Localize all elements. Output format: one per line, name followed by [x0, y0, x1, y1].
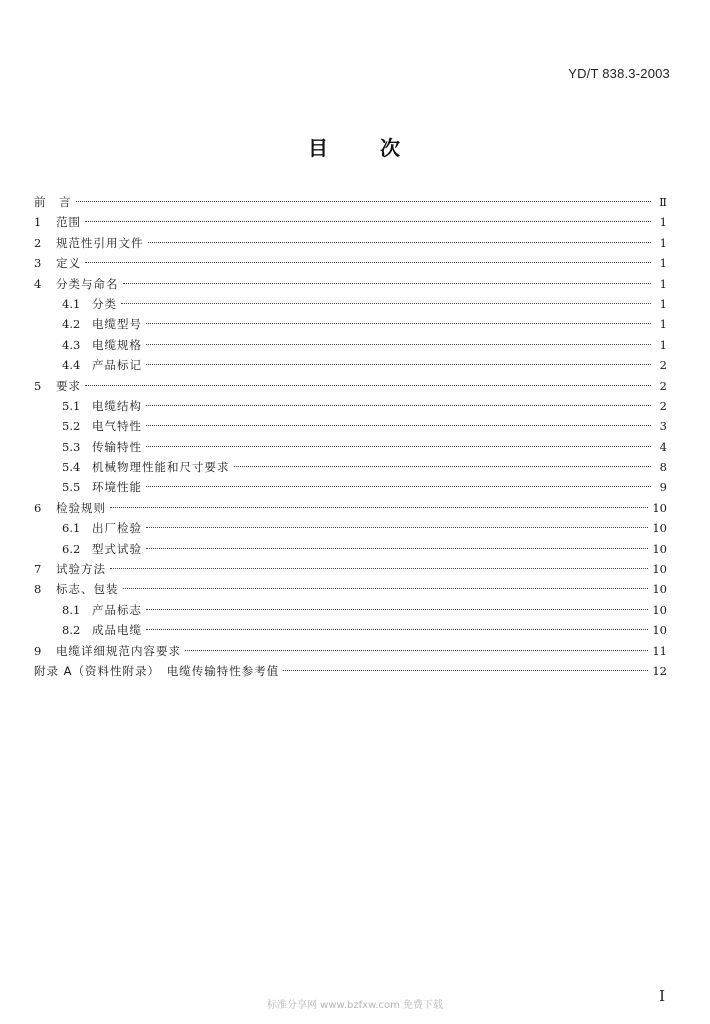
toc-entry-page: 10 — [652, 541, 667, 556]
toc-entry[interactable] — [34, 477, 667, 497]
toc-entry-number: 1 — [34, 215, 42, 230]
toc-entry[interactable] — [34, 294, 667, 314]
toc-dot-leader — [146, 425, 651, 426]
toc-entry-title: 电缆型号 — [92, 317, 142, 332]
toc-dot-leader — [185, 650, 648, 651]
standard-number: YD/T 838.3-2003 — [568, 66, 670, 81]
toc-entry-number: 7 — [34, 562, 42, 577]
toc-entry-title: 机械物理性能和尺寸要求 — [92, 460, 230, 475]
toc-entry-title: 环境性能 — [92, 480, 142, 495]
toc-entry-page: 2 — [659, 398, 667, 413]
toc-entry[interactable] — [34, 376, 667, 396]
toc-entry-page: 1 — [659, 235, 667, 250]
toc-entry-number: 5.3 — [62, 439, 81, 454]
toc-entry-number: 2 — [34, 235, 42, 250]
toc-entry-number: 5.1 — [62, 398, 81, 413]
watermark: 标准分享网 www.bzfxw.com 免费下载 — [267, 1000, 443, 1011]
toc-entry-number: 8 — [34, 582, 42, 597]
toc-entry-title: 附录 A（资料性附录） 电缆传输特性参考值 — [34, 663, 280, 678]
toc-entry-number: 5.4 — [62, 460, 81, 475]
toc-dot-leader — [146, 629, 648, 630]
toc-entry-page: 1 — [659, 215, 667, 230]
toc-entry-title: 分类 — [92, 296, 117, 311]
toc-entry[interactable] — [34, 620, 667, 640]
toc-entry-title: 标志、包装 — [56, 582, 119, 597]
toc-entry[interactable] — [34, 335, 667, 355]
toc-entry[interactable] — [34, 498, 667, 518]
toc-entry[interactable] — [34, 314, 667, 334]
table-of-contents — [34, 192, 667, 681]
toc-entry-page: 4 — [659, 439, 667, 454]
toc-dot-leader — [85, 385, 651, 386]
toc-entry[interactable] — [34, 437, 667, 457]
toc-entry-number: 9 — [34, 643, 42, 658]
toc-entry-page: 1 — [659, 276, 667, 291]
toc-entry[interactable] — [34, 539, 667, 559]
page-title — [0, 132, 710, 161]
toc-dot-leader — [85, 221, 651, 222]
toc-entry[interactable] — [34, 212, 667, 232]
toc-entry-title: 范围 — [56, 215, 81, 230]
toc-entry-page: 10 — [652, 623, 667, 638]
toc-entry[interactable] — [34, 396, 667, 416]
toc-dot-leader — [146, 609, 648, 610]
toc-entry-page: 8 — [659, 460, 667, 475]
toc-entry-number: 4.2 — [62, 317, 81, 332]
toc-entry-title: 规范性引用文件 — [56, 235, 144, 250]
toc-entry-title: 型式试验 — [92, 541, 142, 556]
toc-entry-title: 成品电缆 — [92, 623, 142, 638]
toc-entry-number: 6.1 — [62, 521, 81, 536]
toc-entry-page: 1 — [659, 337, 667, 352]
toc-dot-leader — [283, 670, 648, 671]
toc-dot-leader — [146, 486, 651, 487]
toc-entry[interactable] — [34, 274, 667, 294]
toc-entry-number: 4.3 — [62, 337, 81, 352]
toc-entry[interactable] — [34, 641, 667, 661]
toc-entry-title: 电缆规格 — [92, 337, 142, 352]
toc-entry-title: 出厂检验 — [92, 521, 142, 536]
toc-dot-leader — [123, 588, 649, 589]
toc-entry[interactable] — [34, 416, 667, 436]
toc-entry-page: 10 — [652, 521, 667, 536]
toc-entry-title: 产品标记 — [92, 358, 142, 373]
toc-entry-title: 产品标志 — [92, 602, 142, 617]
toc-dot-leader — [121, 303, 651, 304]
toc-entry-title: 电气特性 — [92, 419, 142, 434]
toc-entry[interactable] — [34, 600, 667, 620]
toc-dot-leader — [146, 405, 651, 406]
toc-entry-page: 2 — [659, 378, 667, 393]
toc-entry-title: 试验方法 — [56, 562, 106, 577]
toc-entry-page: 10 — [652, 602, 667, 617]
toc-entry-title: 传输特性 — [92, 439, 142, 454]
toc-entry-page: 2 — [659, 358, 667, 373]
toc-entry-page: 1 — [659, 256, 667, 271]
toc-entry[interactable] — [34, 579, 667, 599]
toc-entry-page: 1 — [659, 317, 667, 332]
toc-entry-page: 12 — [652, 663, 667, 678]
toc-entry[interactable] — [34, 457, 667, 477]
toc-entry-number: 5.5 — [62, 480, 81, 495]
toc-entry-title: 分类与命名 — [56, 276, 119, 291]
page-title-right: 次 — [380, 136, 402, 160]
toc-dot-leader — [146, 527, 648, 528]
toc-entry[interactable] — [34, 661, 667, 681]
toc-entry-page: Ⅱ — [659, 195, 667, 209]
toc-entry-number: 4 — [34, 276, 42, 291]
toc-entry-title: 电缆结构 — [92, 398, 142, 413]
toc-dot-leader — [148, 242, 652, 243]
toc-entry-title: 电缆详细规范内容要求 — [56, 643, 181, 658]
toc-entry-title: 定义 — [56, 256, 81, 271]
page-number: I — [659, 987, 665, 1005]
toc-dot-leader — [110, 507, 648, 508]
toc-entry-page: 10 — [652, 582, 667, 597]
toc-entry-number: 5.2 — [62, 419, 81, 434]
toc-dot-leader — [146, 323, 651, 324]
toc-dot-leader — [85, 262, 651, 263]
toc-entry-number: 4.1 — [62, 296, 81, 311]
toc-dot-leader — [146, 344, 651, 345]
toc-entry-page: 3 — [659, 419, 667, 434]
toc-entry-page: 11 — [652, 643, 667, 658]
toc-entry-number: 6.2 — [62, 541, 81, 556]
toc-entry-number: 5 — [34, 378, 42, 393]
toc-entry-title: 检验规则 — [56, 500, 106, 515]
toc-entry-number: 4.4 — [62, 358, 81, 373]
toc-dot-leader — [146, 548, 648, 549]
toc-entry-number: 8.1 — [62, 602, 81, 617]
toc-dot-leader — [76, 201, 652, 202]
toc-entry[interactable] — [34, 233, 667, 253]
toc-entry-page: 10 — [652, 562, 667, 577]
toc-dot-leader — [146, 364, 651, 365]
toc-entry[interactable] — [34, 559, 667, 579]
toc-dot-leader — [234, 466, 652, 467]
toc-entry[interactable] — [34, 355, 667, 375]
toc-entry-page: 1 — [659, 296, 667, 311]
toc-entry-page: 9 — [659, 480, 667, 495]
toc-dot-leader — [123, 283, 652, 284]
toc-entry-title: 要求 — [56, 378, 81, 393]
toc-entry-title: 前 言 — [34, 195, 72, 209]
toc-entry[interactable] — [34, 192, 667, 212]
toc-entry-number: 3 — [34, 256, 42, 271]
toc-entry-number: 8.2 — [62, 623, 81, 638]
toc-dot-leader — [110, 568, 648, 569]
toc-entry-page: 10 — [652, 500, 667, 515]
page-title-left: 目 — [308, 136, 330, 160]
toc-dot-leader — [146, 446, 651, 447]
toc-entry-number: 6 — [34, 500, 42, 515]
toc-entry[interactable] — [34, 518, 667, 538]
toc-entry[interactable] — [34, 253, 667, 273]
